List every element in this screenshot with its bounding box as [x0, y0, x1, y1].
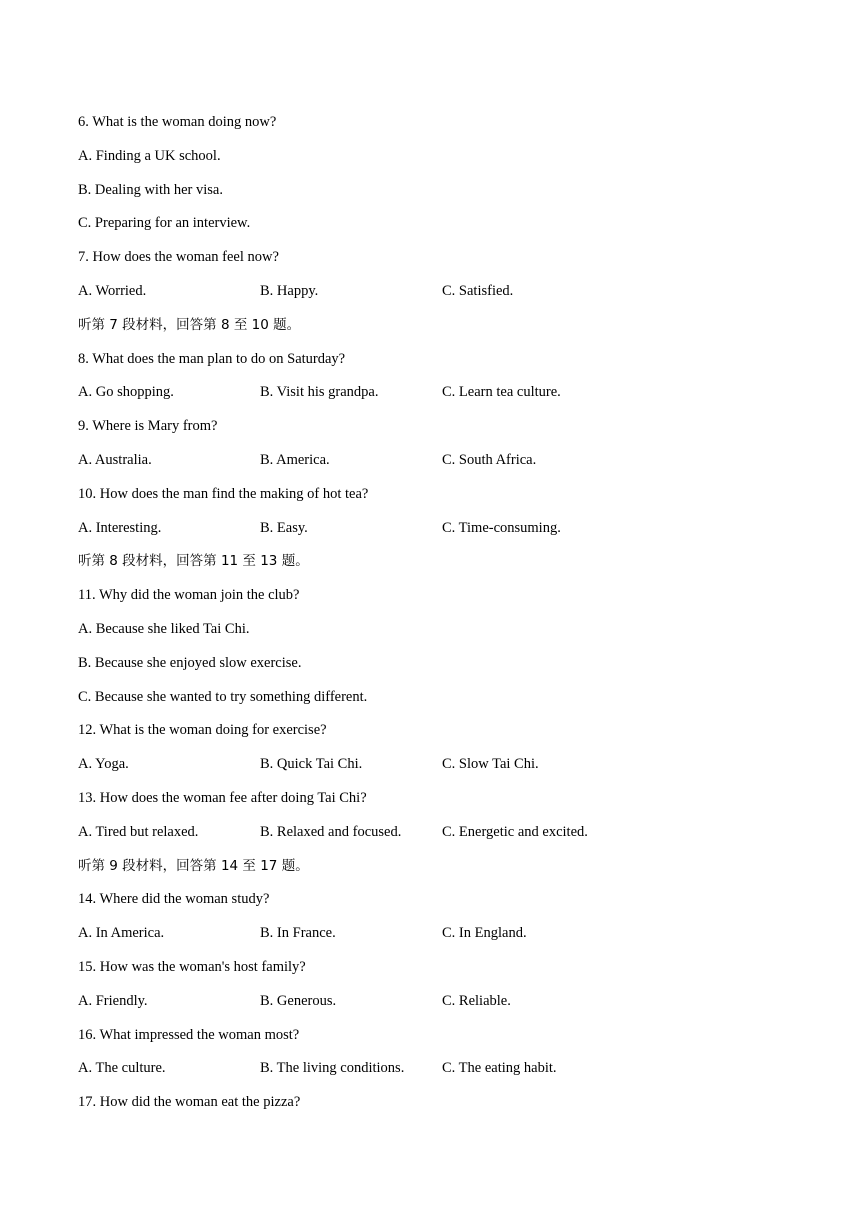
- section-instruction: 听第 7 段材料，回答第 8 至 10 题。: [78, 316, 301, 333]
- option-row: [78, 752, 798, 786]
- option-c: C. Learn tea culture.: [442, 384, 561, 401]
- option-row: [78, 921, 798, 955]
- option-a: A. In America.: [78, 925, 165, 942]
- question-text: 9. Where is Mary from?: [78, 418, 218, 435]
- option-b: B. Easy.: [260, 519, 308, 536]
- option-row: [78, 820, 798, 854]
- option-a: A. Go shopping.: [78, 384, 174, 401]
- section-instruction: 听第 9 段材料，回答第 14 至 17 题。: [78, 857, 309, 874]
- section-instruction: 听第 8 段材料，回答第 11 至 13 题。: [78, 553, 309, 570]
- option-b: B. Generous.: [260, 992, 337, 1009]
- question-text: 10. How does the man find the making of hot tea?: [78, 485, 369, 502]
- option-c: C. Satisfied.: [442, 282, 514, 299]
- option-b: B. Visit his grandpa.: [260, 384, 379, 401]
- question-text: 7. How does the woman feel now?: [78, 249, 279, 266]
- question-text: 13. How does the woman fee after doing Tai Chi?: [78, 789, 367, 806]
- option-c: C. The eating habit.: [442, 1060, 557, 1077]
- option-b: B. In France.: [260, 925, 336, 942]
- question-text: 16. What impressed the woman most?: [78, 1026, 300, 1043]
- option-row: [78, 448, 798, 482]
- option-text: A. Because she liked Tai Chi.: [78, 620, 250, 637]
- option-row: [78, 380, 798, 414]
- option-c: C. Reliable.: [442, 992, 511, 1009]
- option-text: B. Because she enjoyed slow exercise.: [78, 654, 302, 671]
- option-b: B. America.: [260, 451, 330, 468]
- question-text: 17. How did the woman eat the pizza?: [78, 1094, 301, 1111]
- option-c: C. Time-consuming.: [442, 519, 561, 536]
- option-b: B. The living conditions.: [260, 1060, 405, 1077]
- option-c: C. South Africa.: [442, 451, 537, 468]
- option-c: C. In England.: [442, 925, 527, 942]
- question-text: 11. Why did the woman join the club?: [78, 587, 300, 604]
- option-a: A. Tired but relaxed.: [78, 823, 199, 840]
- question-text: 6. What is the woman doing now?: [78, 114, 277, 130]
- option-row: [78, 279, 798, 313]
- question-text: 8. What does the man plan to do on Saturday?: [78, 350, 346, 367]
- option-c: C. Energetic and excited.: [442, 823, 588, 840]
- option-text: B. Dealing with her visa.: [78, 181, 223, 198]
- option-text: A. Finding a UK school.: [78, 147, 221, 164]
- option-a: A. Australia.: [78, 451, 152, 468]
- exam-page: [78, 110, 798, 1124]
- option-row: [78, 989, 798, 1023]
- question-text: 14. Where did the woman study?: [78, 891, 270, 908]
- option-c: C. Slow Tai Chi.: [442, 756, 539, 773]
- option-a: A. Friendly.: [78, 992, 148, 1009]
- option-text: C. Because she wanted to try something different.: [78, 688, 368, 705]
- option-a: A. The culture.: [78, 1060, 166, 1077]
- option-b: B. Relaxed and focused.: [260, 823, 402, 840]
- option-b: B. Quick Tai Chi.: [260, 756, 363, 773]
- question-text: 15. How was the woman's host family?: [78, 958, 306, 975]
- option-a: A. Worried.: [78, 282, 147, 299]
- option-row: [78, 516, 798, 550]
- option-text: C. Preparing for an interview.: [78, 215, 251, 232]
- question-text: 12. What is the woman doing for exercise?: [78, 722, 327, 739]
- option-a: A. Yoga.: [78, 756, 129, 773]
- option-a: A. Interesting.: [78, 519, 162, 536]
- option-row: [78, 1056, 798, 1090]
- option-b: B. Happy.: [260, 282, 319, 299]
